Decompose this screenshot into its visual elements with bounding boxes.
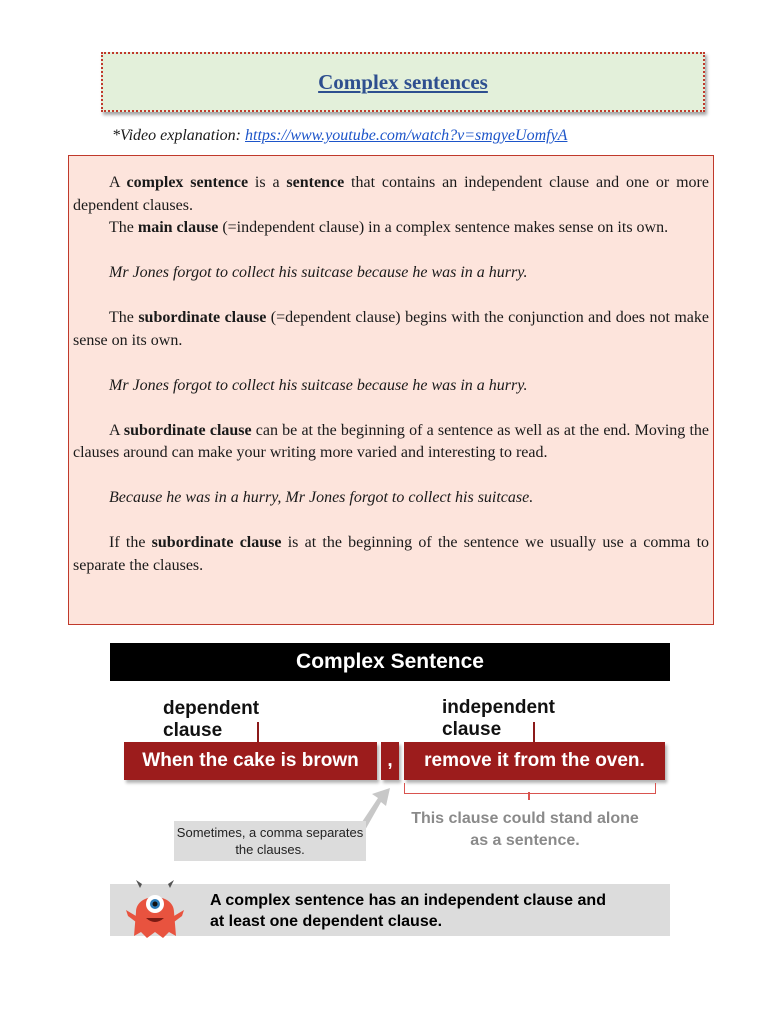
example-3: Because he was in a hurry, Mr Jones forgot to collect his suitcase. [109,489,534,506]
paragraph-subordinate-clause: The subordinate clause (=dependent clause) begins with the conjunction and does not make sense on its own. [73,309,710,349]
video-prefix: *Video explanation: [112,127,245,144]
page-title[interactable]: Complex sentences [318,69,488,94]
stand-alone-note: This clause could stand alone as a sentence. [411,810,639,849]
monster-mascot-icon [122,878,188,944]
comma-note: Sometimes, a comma separates the clauses. [174,821,366,861]
title-box [101,52,705,112]
paragraph-main-clause: The main clause (=independent clause) in a complex sentence makes sense on its own. [109,219,669,236]
dependent-connector [257,722,259,742]
diagram-title: Complex Sentence [110,643,670,681]
explanation-box [68,155,714,625]
bracket-tick [528,792,530,800]
summary-text: A complex sentence has an independent clause and at least one dependent clause. [210,892,606,930]
example-1: Mr Jones forgot to collect his suitcase because he was in a hurry. [109,264,528,281]
paragraph-comma-rule: If the subordinate clause is at the beginning of the sentence we usually use a comma to separate the clauses. [73,534,710,574]
video-explanation [112,127,567,145]
comma-box: , [381,742,399,780]
independent-connector [533,722,535,742]
summary-banner [110,884,670,936]
independent-clause-box: remove it from the oven. [404,742,665,780]
dependent-clause-box: When the cake is brown [124,742,377,780]
independent-clause-label: independent clause [442,697,555,740]
video-link[interactable]: https://www.youtube.com/watch?v=smgyeUomfyA [245,127,568,144]
paragraph-clause-position: A subordinate clause can be at the beginning of a sentence as well as at the end. Moving the clauses around can make your writing more varied and interesting to read. [73,421,709,461]
dependent-clause-label: dependent clause [163,698,260,741]
paragraph-definition: A complex sentence is a sentence that contains an independent clause and one or more dependent clauses. [73,174,709,214]
example-2: Mr Jones forgot to collect his suitcase because he was in a hurry. [109,376,528,394]
independent-bracket [404,783,656,794]
